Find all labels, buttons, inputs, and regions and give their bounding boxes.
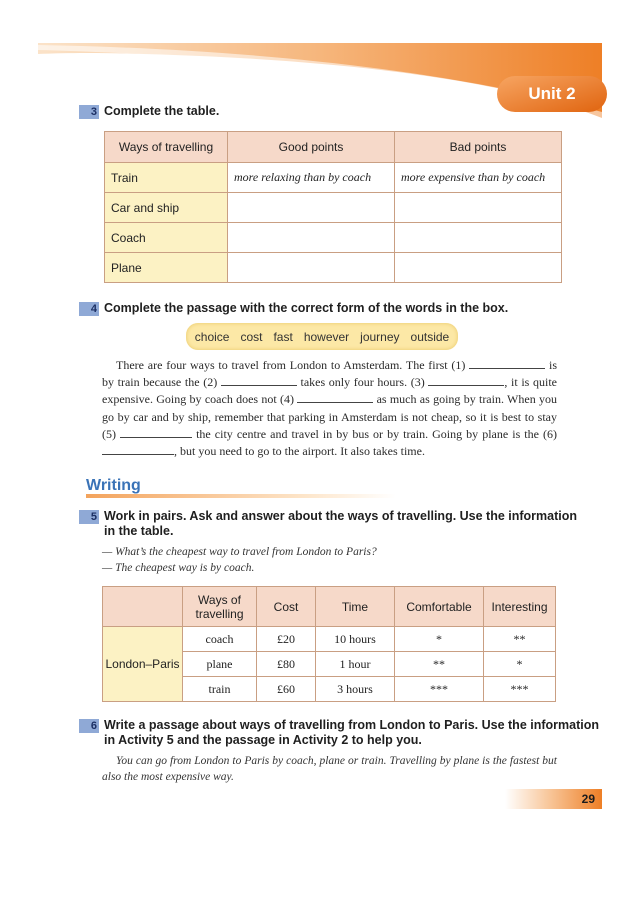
- table-cell: £60: [257, 677, 316, 702]
- passage-text: as much as going by train. When you go by car and by ship, remember that parking in Amsterdam is not cheap, so it is best to stay (5): [102, 392, 557, 441]
- answer-cell[interactable]: [395, 193, 562, 223]
- passage-text: , it is quite expensive. Going by coach does not (4): [102, 375, 557, 407]
- column-header: Ways of travelling: [105, 132, 228, 163]
- passage-text: takes only four hours. (3): [296, 375, 429, 390]
- section-title-writing: Writing: [86, 477, 141, 494]
- column-header: Bad points: [395, 132, 562, 163]
- table-cell: **: [395, 652, 484, 677]
- column-header: Comfortable: [395, 587, 484, 627]
- activity-instruction: Complete the table.: [104, 104, 220, 118]
- column-header: Good points: [228, 132, 395, 163]
- table-cell: 3 hours: [316, 677, 395, 702]
- row-header: Plane: [105, 253, 228, 283]
- passage-text: , but you need to go to the airport. It also takes time.: [174, 444, 425, 459]
- table-cell: £20: [257, 627, 316, 652]
- dialog-line: — The cheapest way is by coach.: [102, 561, 255, 574]
- blank-2[interactable]: [221, 374, 297, 386]
- table-cell: ***: [484, 677, 556, 702]
- column-header: Interesting: [484, 587, 556, 627]
- blank-6[interactable]: [102, 443, 174, 455]
- table-cell: 10 hours: [316, 627, 395, 652]
- instruction-line: in the table.: [104, 524, 174, 538]
- instruction-line: Work in pairs. Ask and answer about the ways of travelling. Use the information: [104, 509, 578, 523]
- table-row: [103, 627, 556, 652]
- answer-cell[interactable]: [228, 193, 395, 223]
- table-row: [105, 163, 562, 193]
- table-cell: train: [183, 677, 257, 702]
- answer-cell[interactable]: [228, 223, 395, 253]
- london-paris-table: [102, 586, 556, 702]
- column-header: Ways of travelling: [183, 587, 257, 627]
- activity-number: 4: [79, 302, 99, 316]
- travel-points-table: [104, 131, 562, 283]
- table-cell: **: [484, 627, 556, 652]
- table-cell: coach: [183, 627, 257, 652]
- activity-instruction: [104, 718, 599, 748]
- activity-number: 5: [79, 510, 99, 524]
- answer-cell[interactable]: [395, 223, 562, 253]
- example-passage: You can go from London to Paris by coach, plane or train. Travelling by plane is the fastest but also the most expensive way.: [102, 755, 557, 783]
- table-cell: more expensive than by coach: [395, 163, 562, 193]
- table-cell: 1 hour: [316, 652, 395, 677]
- blank-5[interactable]: [120, 426, 192, 438]
- instruction-line: Write a passage about ways of travelling from London to Paris. Use the information: [104, 718, 599, 732]
- dialog-line: — What’s the cheapest way to travel from London to Paris?: [102, 546, 377, 558]
- table-cell: plane: [183, 652, 257, 677]
- word-outside: outside: [410, 329, 450, 344]
- table-row: [105, 253, 562, 283]
- answer-cell[interactable]: [395, 253, 562, 283]
- word-choice: choice: [194, 329, 230, 344]
- passage-text: is by train because the (2): [102, 358, 557, 390]
- blank-4[interactable]: [297, 391, 373, 403]
- table-cell: *: [395, 627, 484, 652]
- row-header: Train: [105, 163, 228, 193]
- table-cell: *: [484, 652, 556, 677]
- word-cost: cost: [240, 329, 263, 344]
- blank-3[interactable]: [428, 374, 504, 386]
- word-journey: journey: [360, 329, 400, 344]
- passage-text: the city centre and travel in by bus or by train. Going by plane is the (6): [192, 426, 557, 441]
- table-row: [105, 193, 562, 223]
- activity-instruction: Complete the passage with the correct form of the words in the box.: [104, 301, 509, 315]
- row-header: Car and ship: [105, 193, 228, 223]
- passage-text: There are four ways to travel from London to Amsterdam. The first (1): [116, 358, 470, 372]
- table-cell: ***: [395, 677, 484, 702]
- answer-cell[interactable]: [228, 253, 395, 283]
- word-however: however: [303, 329, 350, 344]
- activity-number: 6: [79, 719, 99, 733]
- example-dialog: [102, 545, 377, 576]
- page-number: 29: [581, 792, 595, 806]
- row-header: Coach: [105, 223, 228, 253]
- table-cell: more relaxing than by coach: [228, 163, 395, 193]
- unit-badge: Unit 2: [528, 84, 576, 103]
- word-box: [186, 323, 458, 350]
- column-header: Cost: [257, 587, 316, 627]
- blank-1[interactable]: [469, 357, 545, 369]
- table-row: [105, 223, 562, 253]
- table-cell: £80: [257, 652, 316, 677]
- fill-in-passage: [102, 357, 557, 460]
- column-header: Time: [316, 587, 395, 627]
- place-label: London–Paris: [103, 627, 183, 702]
- corner-cell: [103, 587, 183, 627]
- activity-number: 3: [79, 105, 99, 119]
- instruction-line: in Activity 5 and the passage in Activity 2 to help you.: [104, 733, 422, 747]
- activity-instruction: [104, 509, 577, 539]
- section-divider: [86, 494, 396, 498]
- word-fast: fast: [273, 329, 293, 344]
